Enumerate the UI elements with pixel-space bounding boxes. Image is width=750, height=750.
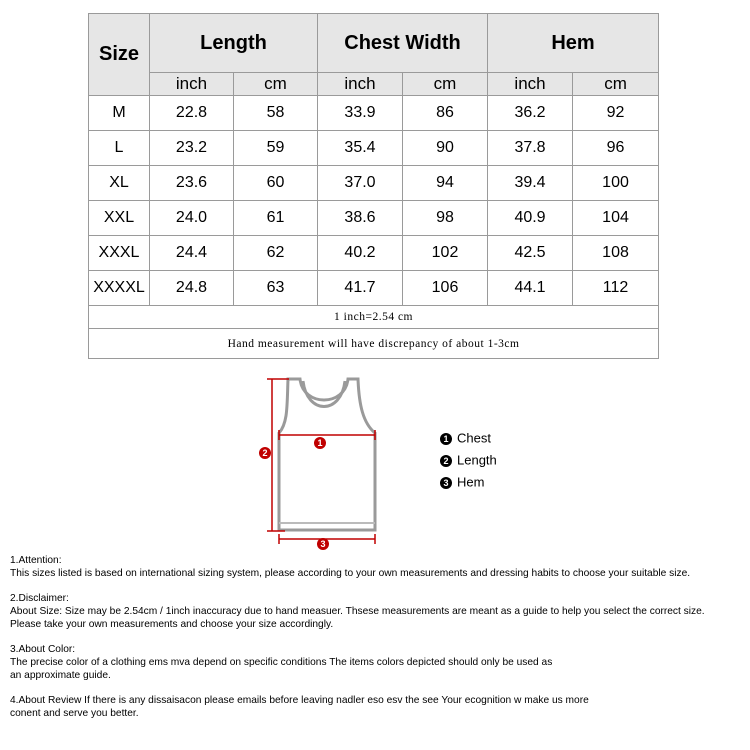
table-header-row bbox=[89, 14, 659, 73]
table-cell: 90 bbox=[403, 131, 488, 166]
size-cell: XXL bbox=[89, 201, 150, 236]
legend-label: Hem bbox=[457, 474, 485, 490]
legend-label: Length bbox=[457, 452, 497, 468]
legend-number-2: 2 bbox=[440, 455, 452, 467]
table-cell: 102 bbox=[403, 236, 488, 271]
table-cell: 24.0 bbox=[150, 201, 234, 236]
header-size: Size bbox=[89, 14, 150, 96]
tank-top-outline bbox=[279, 379, 375, 530]
note-title: 3.About Color: bbox=[10, 644, 76, 655]
table-cell: 33.9 bbox=[318, 96, 403, 131]
table-cell: 40.9 bbox=[488, 201, 573, 236]
tank-top-measurement-diagram bbox=[255, 375, 385, 555]
table-cell: 86 bbox=[403, 96, 488, 131]
legend-label: Chest bbox=[457, 430, 491, 446]
table-cell: 42.5 bbox=[488, 236, 573, 271]
table-cell: 62 bbox=[234, 236, 318, 271]
table-cell: 96 bbox=[573, 131, 659, 166]
size-cell: XL bbox=[89, 166, 150, 201]
length-marker bbox=[259, 447, 271, 459]
table-cell: 40.2 bbox=[318, 236, 403, 271]
svg-text:1: 1 bbox=[317, 438, 323, 448]
note-line: an approximate guide. bbox=[10, 670, 111, 681]
measurement-legend bbox=[440, 429, 497, 495]
conversion-note-row bbox=[89, 306, 659, 329]
table-row bbox=[89, 271, 659, 306]
unit-cell: cm bbox=[234, 73, 318, 96]
notes-section bbox=[10, 554, 750, 732]
table-cell: 94 bbox=[403, 166, 488, 201]
header-length: Length bbox=[150, 14, 318, 73]
unit-cell: cm bbox=[403, 73, 488, 96]
note-line: 4.About Review If there is any dissaisacon please emails before leaving nadler eso esv the see Your ecognition w make us more bbox=[10, 695, 589, 706]
table-cell: 58 bbox=[234, 96, 318, 131]
unit-cell: inch bbox=[318, 73, 403, 96]
table-cell: 38.6 bbox=[318, 201, 403, 236]
table-row bbox=[89, 131, 659, 166]
header-hem: Hem bbox=[488, 14, 659, 73]
table-cell: 59 bbox=[234, 131, 318, 166]
note-line: The precise color of a clothing ems mva depend on specific conditions The items colors depicted should only be used as bbox=[10, 657, 553, 668]
size-cell: XXXXL bbox=[89, 271, 150, 306]
svg-text:2: 2 bbox=[262, 448, 268, 458]
note-review bbox=[10, 694, 750, 720]
size-cell: L bbox=[89, 131, 150, 166]
table-cell: 22.8 bbox=[150, 96, 234, 131]
discrepancy-note-row bbox=[89, 329, 659, 359]
table-cell: 104 bbox=[573, 201, 659, 236]
legend-item-length bbox=[440, 451, 497, 473]
table-cell: 92 bbox=[573, 96, 659, 131]
header-chest-width: Chest Width bbox=[318, 14, 488, 73]
table-cell: 112 bbox=[573, 271, 659, 306]
note-line: Please take your own measurements and choose your size accordingly. bbox=[10, 619, 334, 630]
table-cell: 39.4 bbox=[488, 166, 573, 201]
table-cell: 63 bbox=[234, 271, 318, 306]
note-color bbox=[10, 643, 750, 682]
table-cell: 41.7 bbox=[318, 271, 403, 306]
table-row bbox=[89, 96, 659, 131]
hem-marker bbox=[317, 538, 329, 550]
note-title: 1.Attention: bbox=[10, 555, 62, 566]
size-cell: M bbox=[89, 96, 150, 131]
table-cell: 61 bbox=[234, 201, 318, 236]
table-cell: 35.4 bbox=[318, 131, 403, 166]
table-cell: 106 bbox=[403, 271, 488, 306]
note-attention bbox=[10, 554, 750, 580]
note-line: About Size: Size may be 2.54cm / 1inch inaccuracy due to hand measuer. Thsese measurements are meant as a guide to help you select the correct size. bbox=[10, 606, 705, 617]
table-cell: 37.8 bbox=[488, 131, 573, 166]
note-line: conent and serve you better. bbox=[10, 708, 139, 719]
legend-item-hem bbox=[440, 473, 497, 495]
legend-number-3: 3 bbox=[440, 477, 452, 489]
svg-text:3: 3 bbox=[320, 539, 326, 549]
table-cell: 108 bbox=[573, 236, 659, 271]
unit-cell: cm bbox=[573, 73, 659, 96]
legend-item-chest bbox=[440, 429, 497, 451]
note-disclaimer bbox=[10, 592, 750, 631]
table-row bbox=[89, 236, 659, 271]
table-cell: 44.1 bbox=[488, 271, 573, 306]
table-cell: 23.6 bbox=[150, 166, 234, 201]
table-cell: 23.2 bbox=[150, 131, 234, 166]
table-cell: 36.2 bbox=[488, 96, 573, 131]
table-row bbox=[89, 166, 659, 201]
table-cell: 98 bbox=[403, 201, 488, 236]
table-cell: 24.4 bbox=[150, 236, 234, 271]
table-row bbox=[89, 201, 659, 236]
discrepancy-note: Hand measurement will have discrepancy of about 1-3cm bbox=[89, 329, 659, 359]
size-chart-table bbox=[88, 13, 659, 359]
table-cell: 24.8 bbox=[150, 271, 234, 306]
note-title: 2.Disclaimer: bbox=[10, 593, 69, 604]
table-unit-row bbox=[89, 73, 659, 96]
unit-cell: inch bbox=[488, 73, 573, 96]
unit-cell: inch bbox=[150, 73, 234, 96]
size-cell: XXXL bbox=[89, 236, 150, 271]
note-line: This sizes listed is based on international sizing system, please according to your own measurements and dressing habits to choose your suitable size. bbox=[10, 568, 691, 579]
legend-number-1: 1 bbox=[440, 433, 452, 445]
table-cell: 60 bbox=[234, 166, 318, 201]
table-cell: 100 bbox=[573, 166, 659, 201]
chest-marker bbox=[314, 437, 326, 449]
conversion-note: 1 inch=2.54 cm bbox=[89, 306, 659, 329]
table-cell: 37.0 bbox=[318, 166, 403, 201]
